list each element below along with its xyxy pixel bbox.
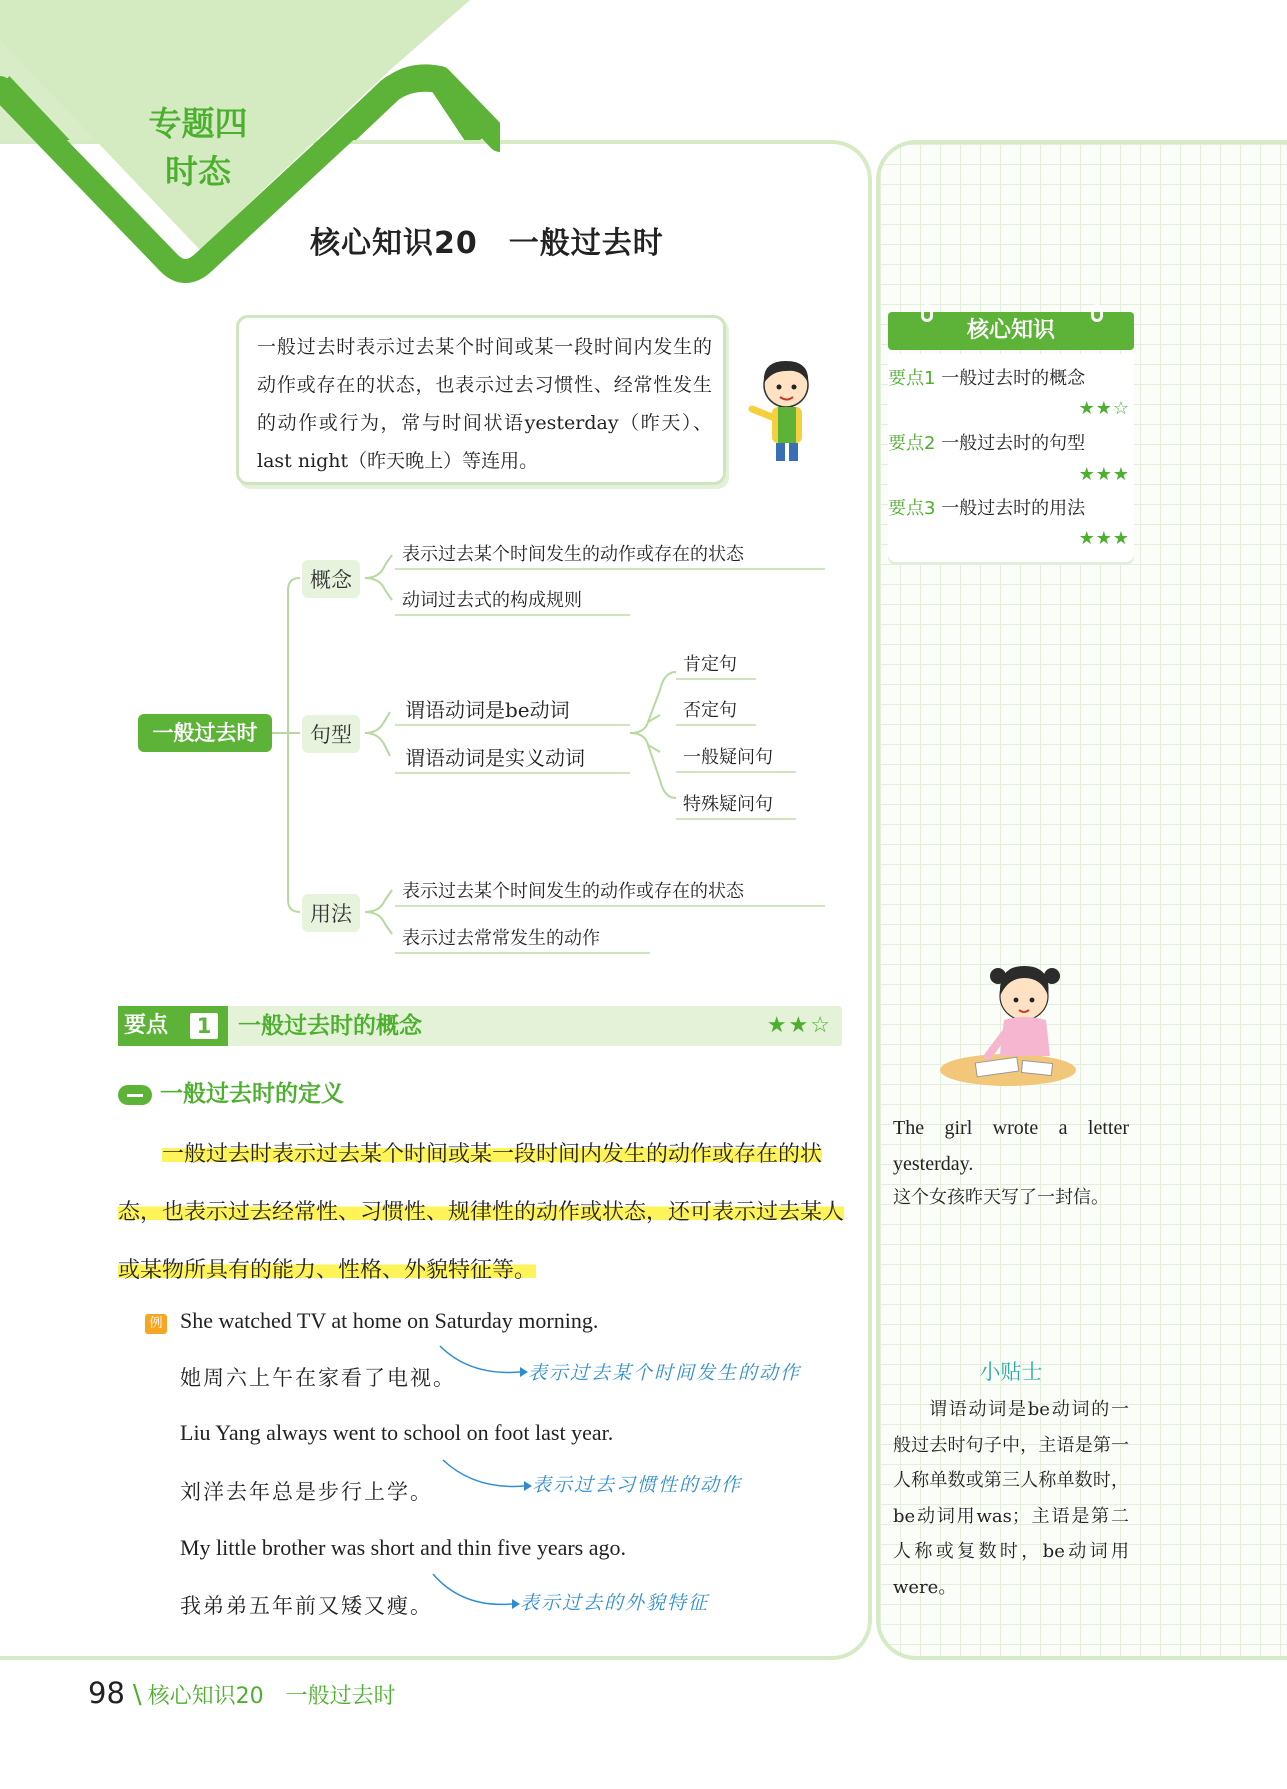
sidebar-item-3-text: 一般过去时的用法 [941,498,1086,519]
mindmap-branch-usage: 用法 [302,894,360,932]
leaf-underline [395,772,630,774]
example-2-en: Liu Yang always went to school on foot last year. [180,1420,614,1445]
example-3-zh: 我弟弟五年前又矮又瘦。 [180,1594,433,1618]
section1-stars-icon: ★★☆ [766,1013,832,1038]
sidebar-item-3-num: 要点3 [888,498,936,519]
sentence-type-affirmative: 肯定句 [683,654,737,675]
section1-number: 1 [190,1013,218,1039]
definition-text: 一般过去时表示过去某个时间或某一段时间内发生的动作或存在的状态，也表示过去经常性、习惯性、规律性的动作或状态，还可表示过去某人或某物所具有的能力、性格、外貌特征等。 [118,1142,845,1283]
pill-icon [118,1085,152,1105]
topic-label-visible [128,100,268,196]
sidebar-item-2-num: 要点2 [888,433,936,454]
ring-icon [921,304,933,322]
page-title: 核心知识20 一般过去时 [310,226,664,261]
intro-text: 一般过去时表示过去某个时间或某一段时间内发生的动作或存在的状态，也表示过去习惯性、经常性发生的动作或行为，常与时间状语yesterday（昨天）、last night（昨天晚上）等连用。 [257,336,712,472]
sidebar-item-3 [888,494,1134,520]
leaf-underline [676,724,756,726]
page-number: 98 [88,1676,125,1710]
sidebar-item-1-num: 要点1 [888,368,936,389]
girl-caption-zh: 这个女孩昨天写了一封信。 [893,1187,1109,1208]
sidebar-item-3-stars-icon: ★★★ [1078,528,1130,549]
pattern-leaf-be: 谓语动词是be动词 [405,698,570,722]
sidebar-panel [888,354,1134,562]
usage-leaf-1: 表示过去某个时间发生的动作或存在的状态 [402,881,744,902]
sentence-type-negative: 否定句 [683,700,737,721]
tip-title: 小贴士 [979,1360,1043,1384]
concept-leaf-1: 表示过去某个时间发生的动作或存在的状态 [402,544,744,565]
example-3-en: My little brother was short and thin five years ago. [180,1535,627,1560]
subheading [118,1075,344,1108]
example-1-note: 表示过去某个时间发生的动作 [528,1362,802,1384]
sentence-type-yesno: 一般疑问句 [683,747,773,768]
example-1-zh: 她周六上午在家看了电视。 [180,1366,456,1390]
leaf-underline [395,952,650,954]
footer-divider: \ [132,1680,142,1710]
example-badge: 例 [145,1314,167,1334]
topic-line-1-visible: 专题四 [148,104,248,143]
example-3-note: 表示过去的外貌特征 [520,1592,710,1614]
footer-text: 核心知识20 一般过去时 [147,1684,396,1709]
sidebar-item-2-stars-icon: ★★★ [1078,464,1130,485]
usage-leaf-2: 表示过去常常发生的动作 [402,928,600,949]
intro-box [236,315,726,485]
definition-paragraph [118,1126,846,1300]
leaf-underline [676,818,796,820]
sidebar-header: 核心知识 [888,312,1134,350]
leaf-underline [395,614,630,616]
leaf-underline [676,771,796,773]
sidebar-item-1-stars-icon: ★★☆ [1078,398,1130,419]
girl-writing-figure-icon [938,952,1088,1092]
sidebar-item-2-text: 一般过去时的句型 [941,433,1086,454]
pattern-leaf-verb: 谓语动词是实义动词 [405,746,585,770]
concept-leaf-2: 动词过去式的构成规则 [402,590,582,611]
example-2-note: 表示过去习惯性的动作 [532,1474,743,1496]
section1-title: 一般过去时的概念 [238,1013,422,1039]
example-2-zh: 刘洋去年总是步行上学。 [180,1480,433,1504]
section1-header [118,1006,842,1046]
section1-tag: 要点 [118,1006,228,1046]
ring-icon [1091,304,1103,322]
sidebar-item-2 [888,429,1134,455]
example-1-en: She watched TV at home on Saturday morning. [180,1308,599,1333]
tip-text: 谓语动词是be动词的一般过去时句子中，主语是第一人称单数或第三人称单数时，be动词用was；主语是第二人称或复数时，be动词用were。 [893,1399,1129,1598]
sidebar-item-1-text: 一般过去时的概念 [941,368,1086,389]
leaf-underline [395,568,825,570]
sidebar-item-1 [888,364,1134,390]
leaf-underline [676,678,756,680]
footer [88,1676,396,1710]
leaf-underline [395,905,825,907]
girl-caption-en: The girl wrote a letter yesterday. [893,1117,1129,1175]
mindmap-branch-pattern: 句型 [302,715,360,753]
topic-line-2-visible: 时态 [165,152,231,191]
mindmap-branch-concept: 概念 [302,560,360,598]
sentence-type-wh: 特殊疑问句 [683,794,773,815]
leaf-underline [395,724,630,726]
mindmap-root: 一般过去时 [138,714,272,752]
subheading-text: 一般过去时的定义 [160,1081,344,1107]
boy-figure-icon [742,355,822,465]
